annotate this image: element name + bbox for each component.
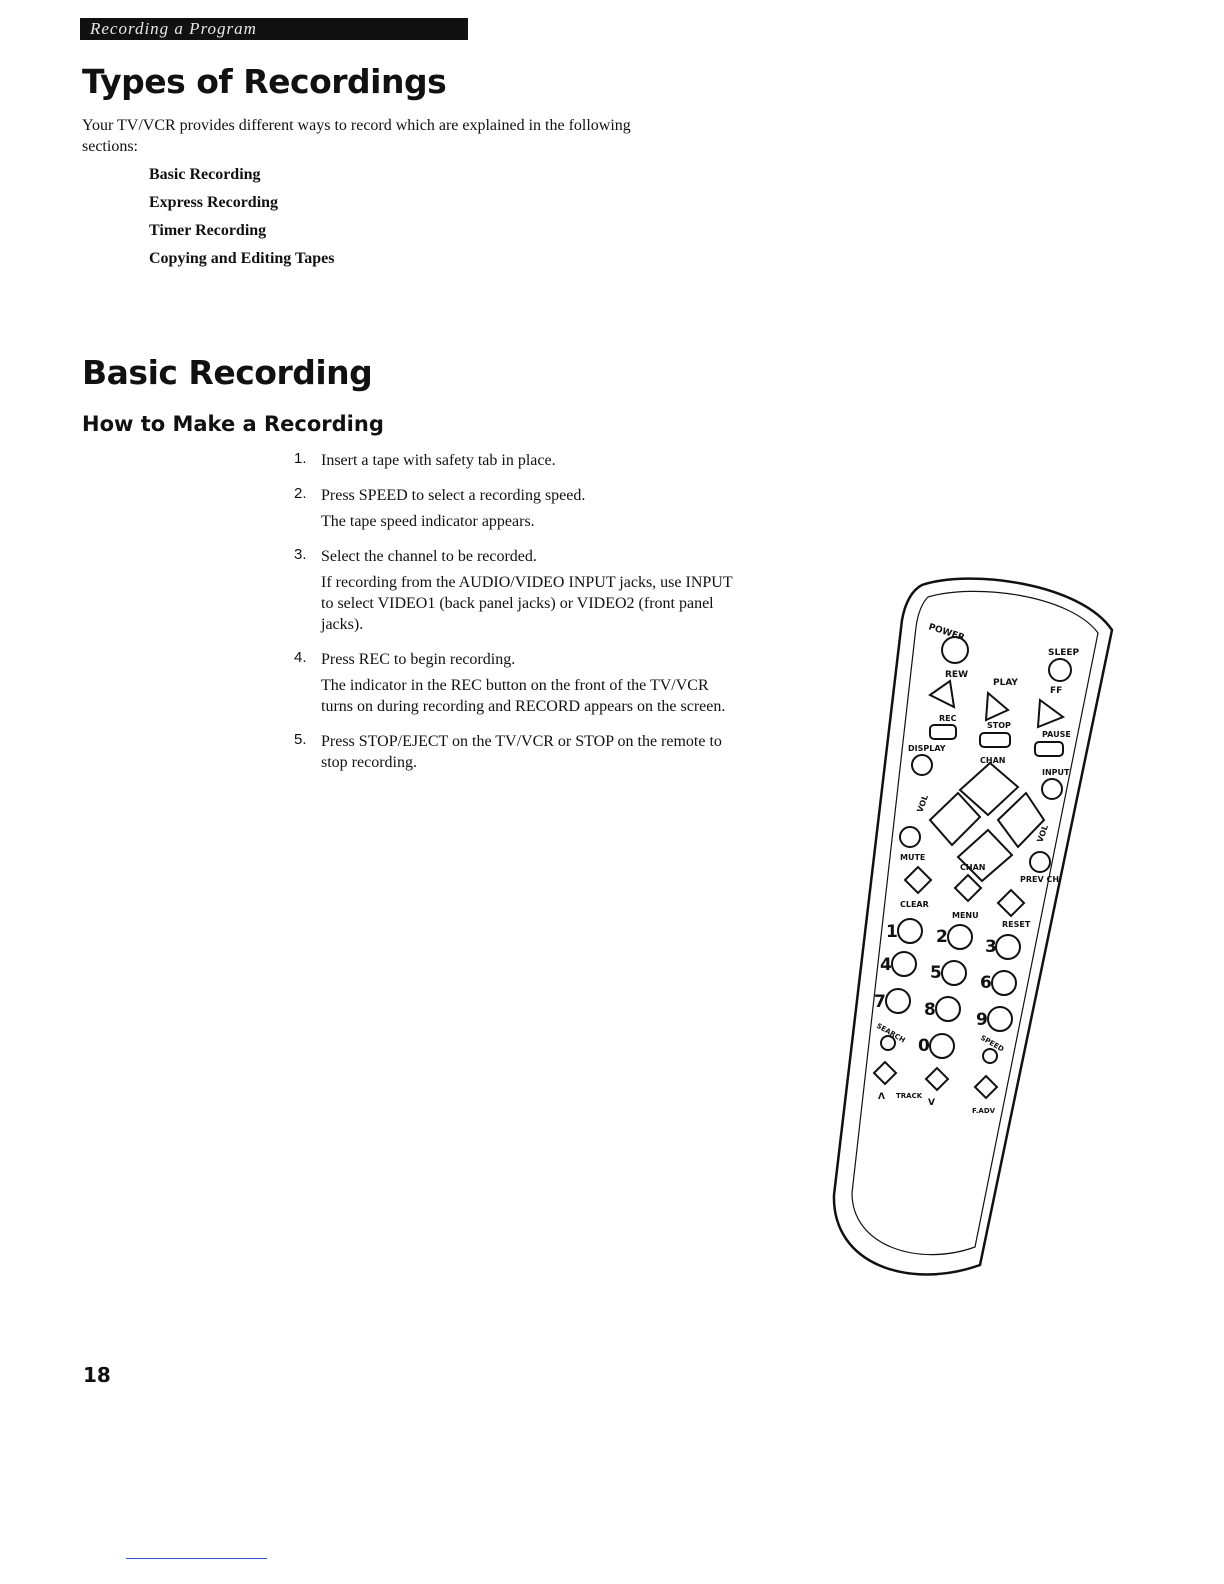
remote-label-track: TRACK xyxy=(896,1092,923,1100)
display-button xyxy=(912,755,932,775)
remote-label-speed: SPEED xyxy=(979,1033,1006,1054)
step-3 xyxy=(294,546,734,635)
remote-label-chan-up: CHAN xyxy=(980,756,1006,765)
prev-ch-button xyxy=(1030,852,1050,872)
page-number: 18 xyxy=(83,1363,111,1387)
step-2 xyxy=(294,485,734,532)
step-5 xyxy=(294,731,734,773)
remote-label-rec: REC xyxy=(939,714,957,723)
remote-label-display: DISPLAY xyxy=(908,744,946,753)
remote-label-play: PLAY xyxy=(993,678,1018,688)
digit-7-button xyxy=(886,989,910,1013)
remote-label-clear: CLEAR xyxy=(900,900,929,909)
rew-icon xyxy=(930,681,954,707)
play-icon xyxy=(986,693,1008,720)
remote-label-rew: REW xyxy=(945,670,969,680)
remote-body xyxy=(834,579,1112,1275)
step-4 xyxy=(294,649,734,717)
remote-label-vol-right: VOL xyxy=(1035,823,1051,844)
remote-label-sleep: SLEEP xyxy=(1048,648,1080,658)
step-text: Insert a tape with safety tab in place. xyxy=(321,452,556,469)
menu-button xyxy=(955,875,981,901)
reset-button xyxy=(998,890,1024,916)
digit-label: 1 xyxy=(886,922,898,942)
list-item: Express Recording xyxy=(149,194,279,211)
list-item: Basic Recording xyxy=(149,166,261,183)
step-text: Press SPEED to select a recording speed. xyxy=(321,487,586,504)
step-number: 2. xyxy=(294,485,307,502)
remote-label-chan-down: CHAN xyxy=(960,863,986,872)
digit-4-button xyxy=(892,952,916,976)
sleep-button xyxy=(1049,659,1071,681)
digit-label: 6 xyxy=(980,973,992,993)
remote-control-illustration xyxy=(830,575,1120,1280)
direction-pad xyxy=(930,763,1044,881)
how-to-subheading: How to Make a Recording xyxy=(82,412,384,436)
digit-1-button xyxy=(898,919,922,943)
section-header-title: Recording a Program xyxy=(90,19,257,38)
section-header-bar xyxy=(80,18,468,40)
recording-types-list xyxy=(149,163,334,275)
digit-label: 8 xyxy=(924,1000,936,1020)
pause-button xyxy=(1035,742,1063,756)
digit-label: 0 xyxy=(918,1036,930,1056)
digit-2-button xyxy=(948,925,972,949)
digit-label: 9 xyxy=(976,1010,988,1030)
step-note: If recording from the AUDIO/VIDEO INPUT jacks, use INPUT to select VIDEO1 (back panel jacks) or VIDEO2 (front panel jacks). xyxy=(321,574,733,633)
step-note: The indicator in the REC button on the front of the TV/VCR turns on during recording and RECORD appears on the screen. xyxy=(321,677,726,715)
step-text: Press REC to begin recording. xyxy=(321,651,516,668)
digit-label: 4 xyxy=(880,955,892,975)
footer-divider xyxy=(126,1558,267,1559)
remote-label-vol-left: VOL xyxy=(915,793,931,814)
track-up-icon: Λ xyxy=(878,1092,885,1102)
speed-button xyxy=(983,1049,997,1063)
remote-label-pause: PAUSE xyxy=(1042,730,1071,739)
remote-label-ff: FF xyxy=(1050,686,1063,696)
list-item: Copying and Editing Tapes xyxy=(149,250,335,267)
clear-button xyxy=(905,867,931,893)
step-number: 5. xyxy=(294,731,307,748)
digit-label: 3 xyxy=(985,937,997,957)
digit-5-button xyxy=(942,961,966,985)
step-text: Press STOP/EJECT on the TV/VCR or STOP on the remote to stop recording. xyxy=(321,733,722,771)
digit-label: 2 xyxy=(936,927,948,947)
rec-button xyxy=(930,725,956,739)
stop-button xyxy=(980,733,1010,747)
digit-0-button xyxy=(930,1034,954,1058)
ff-icon xyxy=(1038,700,1063,727)
digit-6-button xyxy=(992,971,1016,995)
remote-label-mute: MUTE xyxy=(900,853,926,862)
digit-8-button xyxy=(936,997,960,1021)
digit-label: 7 xyxy=(874,992,886,1012)
remote-label-fadv: F.ADV xyxy=(972,1107,996,1115)
types-heading: Types of Recordings xyxy=(82,62,447,101)
remote-label-power: POWER xyxy=(927,622,966,644)
step-number: 4. xyxy=(294,649,307,666)
mute-button xyxy=(900,827,920,847)
list-item: Timer Recording xyxy=(149,222,267,239)
step-text: Select the channel to be recorded. xyxy=(321,548,537,565)
step-number: 1. xyxy=(294,450,307,467)
step-1 xyxy=(294,450,734,471)
step-number: 3. xyxy=(294,546,307,563)
track-up-button xyxy=(874,1062,896,1084)
digit-3-button xyxy=(996,935,1020,959)
remote-label-menu: MENU xyxy=(952,911,979,920)
track-down-icon: V xyxy=(928,1098,935,1108)
digit-9-button xyxy=(988,1007,1012,1031)
remote-label-input: INPUT xyxy=(1042,768,1070,777)
step-note: The tape speed indicator appears. xyxy=(321,513,535,530)
basic-recording-heading: Basic Recording xyxy=(82,353,373,392)
fadv-button xyxy=(975,1076,997,1098)
types-intro: Your TV/VCR provides different ways to record which are explained in the following sections: xyxy=(82,117,631,155)
remote-label-search: SEARCH xyxy=(875,1021,907,1045)
digit-label: 5 xyxy=(930,963,942,983)
search-button xyxy=(881,1036,895,1050)
remote-label-reset: RESET xyxy=(1002,920,1031,929)
track-down-button xyxy=(926,1068,948,1090)
remote-label-prev-ch: PREV CH xyxy=(1020,875,1060,884)
steps-list xyxy=(294,450,734,773)
remote-label-stop: STOP xyxy=(987,721,1011,730)
input-button xyxy=(1042,779,1062,799)
